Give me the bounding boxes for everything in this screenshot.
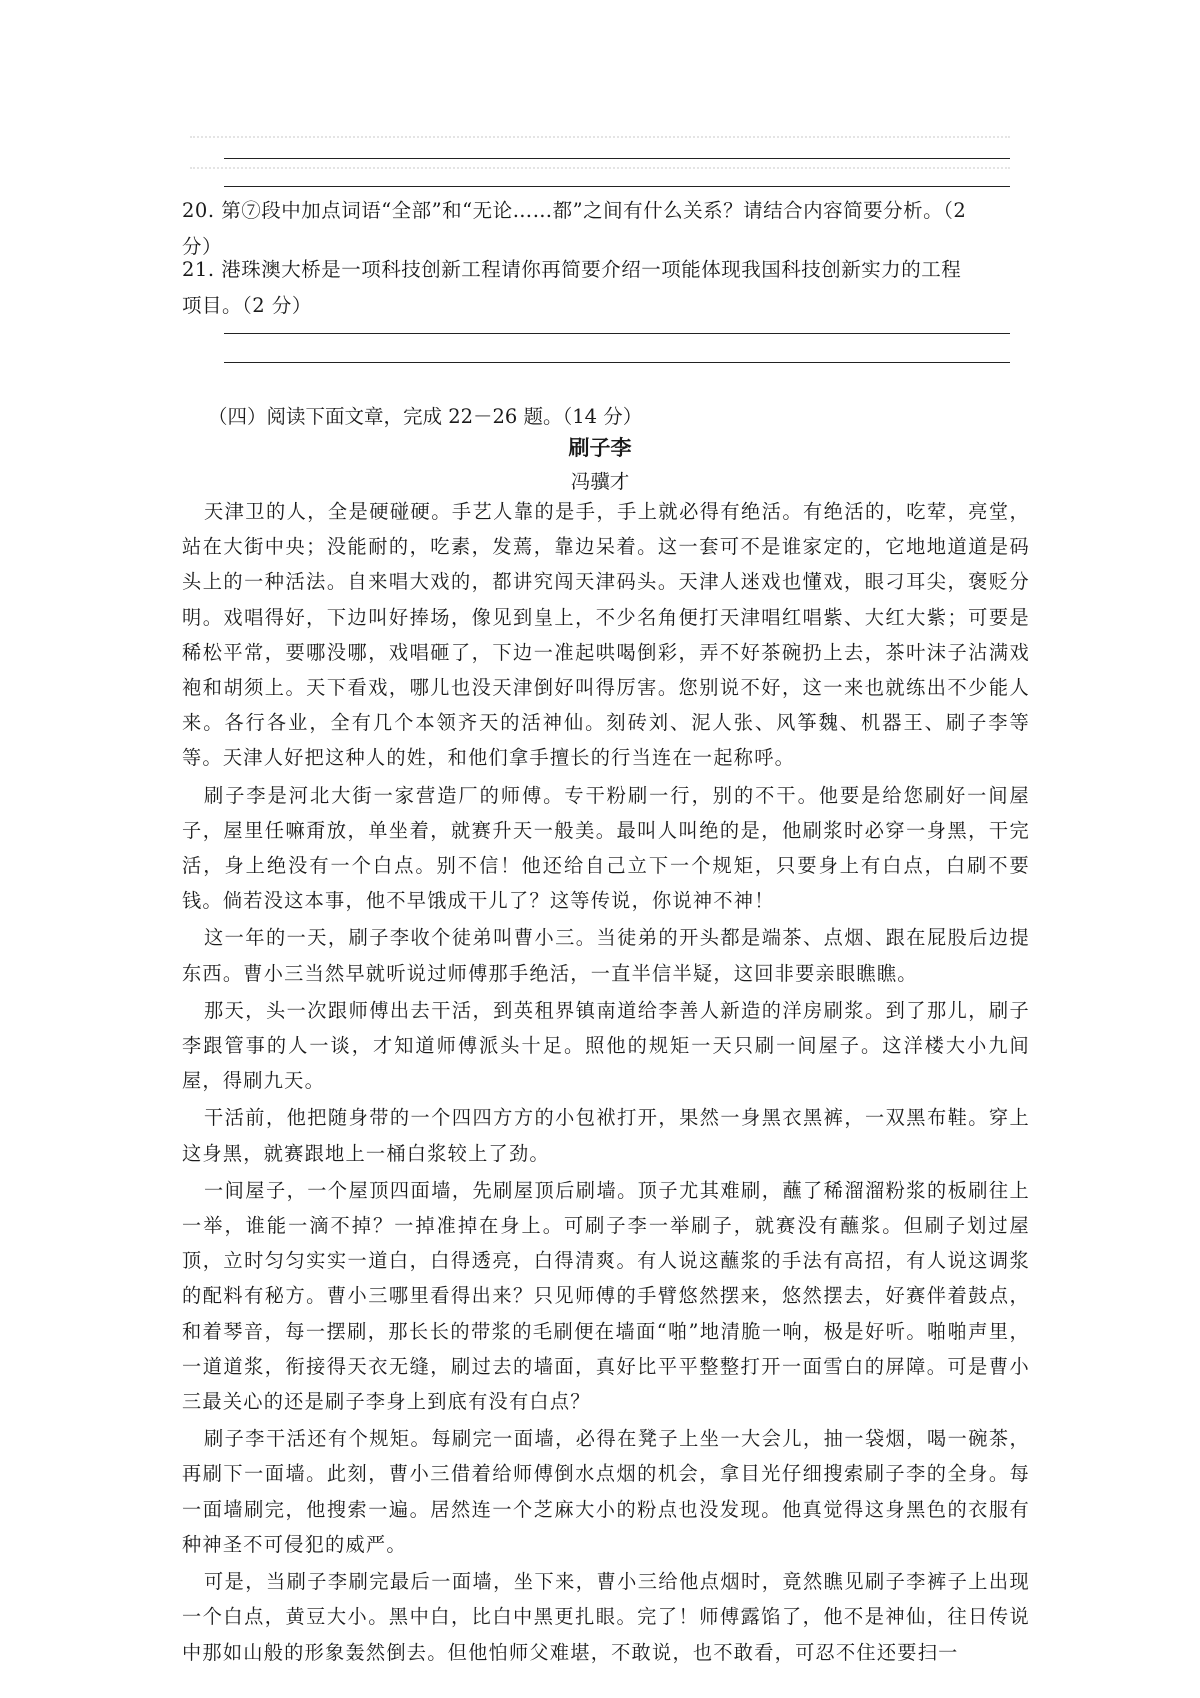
question-21-line2: 项目。（2 分） <box>182 294 312 317</box>
article-body <box>182 494 1030 1670</box>
answer-line <box>224 362 1010 363</box>
article-paragraph-8: 可是，当刷子李刷完最后一面墙，坐下来，曹小三给他点烟时，竟然瞧见刷子李裤子上出现一个白点，黄豆大小。黑中白，比白中黑更扎眼。完了！师傅露馅了，他不是神仙，往日传说中那如山般的形象轰然倒去。但他怕师父难堪，不敢说，也不敢看，可忍不住还要扫一 <box>182 1570 1030 1664</box>
article-paragraph-6: 一间屋子，一个屋顶四面墙，先刷屋顶后刷墙。顶子尤其难刷，蘸了稀溜溜粉浆的板刷往上一举，谁能一滴不掉？一掉准掉在身上。可刷子李一举刷子，就赛没有蘸浆。但刷子划过屋顶，立时匀匀实实一道白，白得透亮，白得清爽。有人说这蘸浆的手法有高招，有人说这调浆的配料有秘方。曹小三哪里看得出来？只见师傅的手臂悠然摆来，悠然摆去，好赛伴着鼓点，和着琴音，每一摆刷，那长长的带浆的毛刷便在墙面“啪”地清脆一响，极是好听。啪啪声里，一道道浆，衔接得天衣无缝，刷过去的墙面，真好比平平整整打开一面雪白的屏障。可是曹小三最关心的还是刷子李身上到底有没有白点？ <box>182 1178 1030 1414</box>
section-heading: （四）阅读下面文章，完成 22－26 题。（14 分） <box>208 405 643 428</box>
question-20-line1: 20. 第⑦段中加点词语“全部”和“无论……都”之间有什么关系？请结合内容简要分析。（2 <box>182 199 967 222</box>
faint-dotted-line <box>190 136 1010 138</box>
answer-line <box>224 186 1010 187</box>
question-20-line2: 分） <box>182 235 223 258</box>
faint-dotted-line <box>190 167 1010 169</box>
article-paragraph-2: 刷子李是河北大街一家营造厂的师傅。专干粉刷一行，别的不干。他要是给您刷好一间屋子，屋里任嘛甭放，单坐着，就赛升天一般美。最叫人叫绝的是，他刷浆时必穿一身黑，干完活，身上绝没有一个白点。别不信！他还给自己立下一个规矩，只要身上有白点，白刷不要钱。倘若没这本事，他不早饿成干儿了？这等传说，你说神不神！ <box>182 783 1030 913</box>
article-paragraph-3: 这一年的一天，刷子李收个徒弟叫曹小三。当徒弟的开头都是端茶、点烟、跟在屁股后边提东西。曹小三当然早就听说过师傅那手绝活，一直半信半疑，这回非要亲眼瞧瞧。 <box>182 926 1030 985</box>
article-paragraph-1: 天津卫的人，全是硬碰硬。手艺人靠的是手，手上就必得有绝活。有绝活的，吃荤，亮堂，站在大街中央；没能耐的，吃素，发蔫，靠边呆着。这一套可不是谁家定的，它地地道道是码头上的一种活法。自来唱大戏的，都讲究闯天津码头。天津人迷戏也懂戏，眼刁耳尖，褒贬分明。戏唱得好，下边叫好捧场，像见到皇上，不少名角便打天津唱红唱紫、大红大紫；可要是稀松平常，要哪没哪，戏唱砸了，下边一准起哄喝倒彩，弄不好茶碗扔上去，茶叶沫子沾满戏袍和胡须上。天下看戏，哪儿也没天津倒好叫得厉害。您别说不好，这一来也就练出不少能人来。各行各业，全有几个本领齐天的活神仙。刻砖刘、泥人张、风筝魏、机器王、刷子李等等。天津人好把这种人的姓，和他们拿手擅长的行当连在一起称呼。 <box>182 500 1030 770</box>
question-21-line1: 21. 港珠澳大桥是一项科技创新工程请你再简要介绍一项能体现我国科技创新实力的工程 <box>182 258 962 281</box>
article-paragraph-4: 那天，头一次跟师傅出去干活，到英租界镇南道给李善人新造的洋房刷浆。到了那儿，刷子李跟管事的人一谈，才知道师傅派头十足。照他的规矩一天只刷一间屋子。这洋楼大小九间屋，得刷九天。 <box>182 998 1030 1093</box>
question-21 <box>182 252 1030 324</box>
article-paragraph-5: 干活前，他把随身带的一个四四方方的小包袱打开，果然一身黑衣黑裤，一双黑布鞋。穿上这身黑，就赛跟地上一桶白浆较上了劲。 <box>182 1106 1030 1165</box>
answer-line <box>224 333 1010 334</box>
article-author: 冯骥才 <box>570 470 630 493</box>
article-paragraph-7: 刷子李干活还有个规矩。每刷完一面墙，必得在凳子上坐一大会儿，抽一袋烟，喝一碗茶，再刷下一面墙。此刻，曹小三借着给师傅倒水点烟的机会，拿目光仔细搜索刷子李的全身。每一面墙刷完，他搜索一遍。居然连一个芝麻大小的粉点也没发现。他真觉得这身黑色的衣服有种神圣不可侵犯的威严。 <box>182 1427 1030 1556</box>
answer-line <box>224 158 1010 159</box>
article-title: 刷子李 <box>568 436 632 460</box>
